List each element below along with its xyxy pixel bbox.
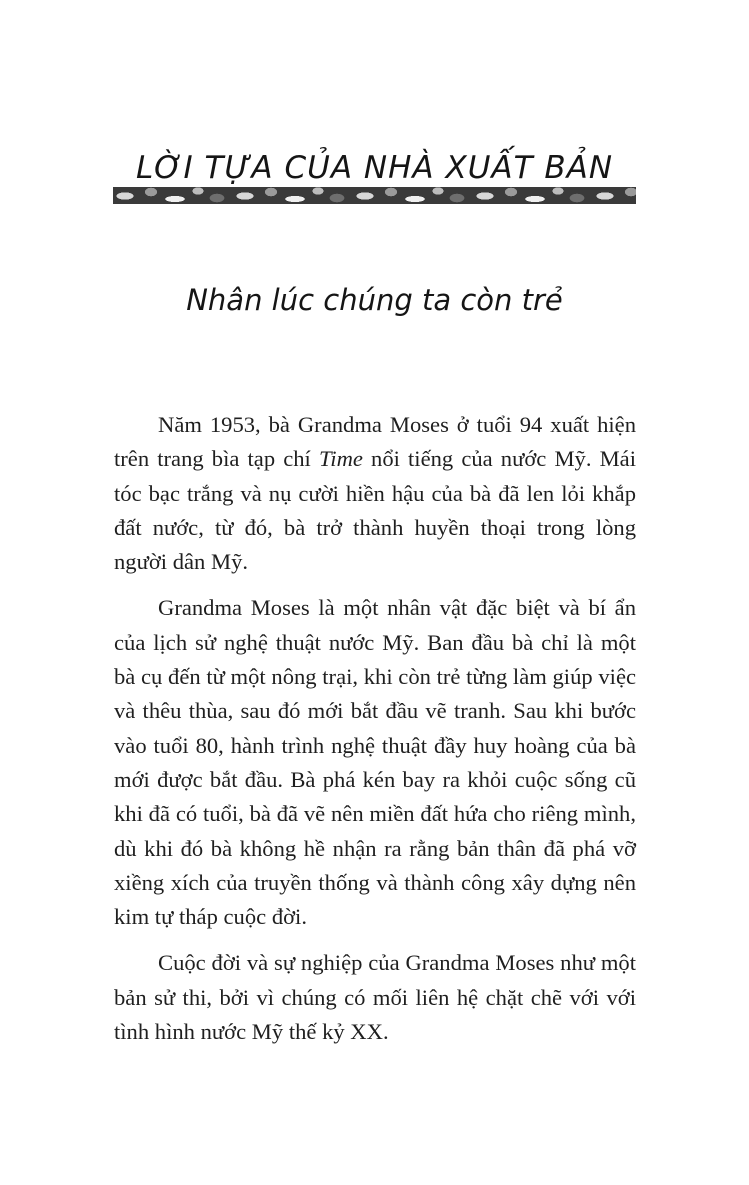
paragraph-3: Cuộc đời và sự nghiệp của Grandma Moses như một bản sử thi, bởi vì chúng có mối liên hệ chặt chẽ với với tình hình nước Mỹ thế kỷ XX. bbox=[114, 950, 636, 1045]
paragraph-2: Grandma Moses là một nhân vật đặc biệt và bí ẩn của lịch sử nghệ thuật nước Mỹ. Ban đầu bà chỉ là một bà cụ đến từ một nông trại, khi còn trẻ từng làm giúp việc và thêu thùa, sau đó mới bắt đầu vẽ tranh. Sau khi bước vào tuổi 80, hành trình nghệ thuật đầy huy hoàng của bà mới được bắt đầu. Bà phá kén bay ra khỏi cuộc sống cũ khi đã có tuổi, bà đã vẽ nên miền đất hứa cho riêng mình, dù khi đó bà không hề nhận ra rằng bản thân đã phá vỡ xiềng xích của truyền thống và thành công xây dựng nên kim tự tháp cuộc đời. bbox=[114, 595, 636, 930]
body-text bbox=[114, 408, 636, 1061]
decorative-band bbox=[113, 187, 636, 204]
section-title: Nhân lúc chúng ta còn trẻ bbox=[186, 283, 563, 317]
paragraph-1 bbox=[114, 408, 636, 579]
magazine-name: Time bbox=[318, 446, 363, 472]
paragraph-1-text-b: nổi tiếng của nước Mỹ. Mái tóc bạc trắng và nụ cười hiền hậu của bà đã len lỏi khắp đất nước, từ đó, bà trở thành huyền thoại trong lòng người dân Mỹ. bbox=[114, 446, 636, 575]
chapter-heading: LỜI TỰA CỦA NHÀ XUẤT BẢN bbox=[135, 150, 614, 186]
paragraph-1-text-a: Năm 1953, bà Grandma Moses ở tuổi 94 xuất hiện trên trang bìa tạp chí bbox=[114, 412, 636, 472]
